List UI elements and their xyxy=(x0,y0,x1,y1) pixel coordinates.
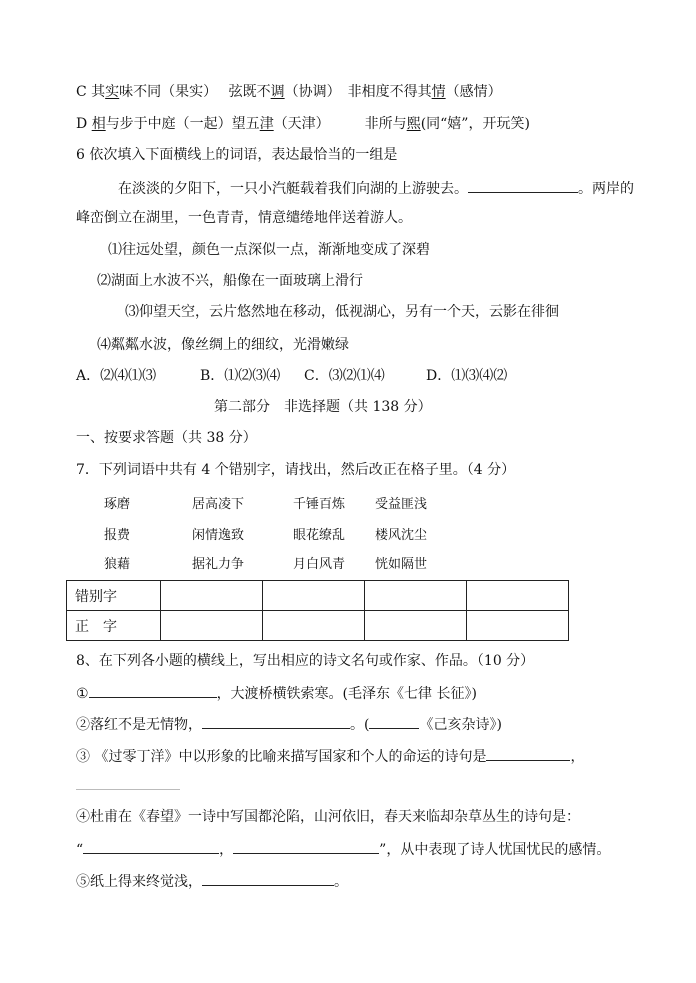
q7-answer-cell[interactable] xyxy=(161,611,263,641)
q8-item-5-blank[interactable] xyxy=(202,871,334,886)
q8-item-4-comma: ， xyxy=(219,842,234,858)
option-d-text-3: (同“嬉”，开玩笑) xyxy=(420,116,530,132)
q8-item-1-blank[interactable] xyxy=(89,683,217,698)
option-c-prefix: C 其 xyxy=(76,84,106,100)
q7-answer-cell[interactable] xyxy=(365,611,467,641)
q8-item-2-blank[interactable] xyxy=(202,714,350,729)
q8-item-1-text: ，大渡桥横铁索寒。(毛泽东《七律 长征》) xyxy=(216,686,477,702)
q8-item-2-author-blank[interactable] xyxy=(369,714,419,729)
option-d-prefix: D xyxy=(76,116,92,132)
section1-title: 一、按要求答题（共 38 分） xyxy=(76,430,257,446)
option-d-word-2: 津 xyxy=(259,116,274,132)
q7-word: 琢磨 xyxy=(104,497,131,512)
option-d-word-3: 熙 xyxy=(406,116,421,132)
option-d-word-1: 相 xyxy=(91,116,106,132)
option-c-text-3: （感情） xyxy=(445,84,502,100)
q7-answer-grid xyxy=(66,580,569,641)
q6-item-3: ⑶仰望天空，云片悠然地在移动，低视湖心，另有一个天，云影在徘徊 xyxy=(125,304,559,320)
q8-item-3-continuation-blank[interactable] xyxy=(76,789,180,790)
q8-item-2 xyxy=(76,714,502,734)
q6-option-b: B．⑴⑵⑶⑷ xyxy=(200,368,281,384)
q6-passage-b: 。两岸的 xyxy=(578,181,634,197)
option-d xyxy=(76,115,530,133)
q6-answer-blank[interactable] xyxy=(468,178,578,193)
q7-word: 狼藉 xyxy=(104,557,131,572)
q8-item-4-text: ”，从中表现了诗人忧国忧民的感情。 xyxy=(379,842,611,858)
q7-grid-row-correct xyxy=(67,611,569,641)
q8-item-5 xyxy=(76,871,348,891)
q7-row-label-wrong: 错别字 xyxy=(67,581,161,611)
q7-row-label-correct: 正 字 xyxy=(67,611,161,641)
q8-item-1-number: ① xyxy=(76,686,89,702)
q7-answer-cell[interactable] xyxy=(365,581,467,611)
q7-stem: 7．下列词语中共有 4 个错别字，请找出，然后改正在格子里。（4 分） xyxy=(76,462,516,478)
q7-word: 眼花缭乱 xyxy=(293,528,346,543)
q8-item-1 xyxy=(76,683,477,703)
option-d-text-1: 与步于中庭（一起）望五 xyxy=(105,116,260,132)
q6-item-4: ⑷粼粼水波，像丝绸上的细纹，光滑嫩绿 xyxy=(97,337,349,353)
q7-word: 闲情逸致 xyxy=(192,528,245,543)
q8-item-3-blank[interactable] xyxy=(486,746,570,761)
q8-item-2-source: 《己亥杂诗》) xyxy=(419,717,502,733)
q6-stem: 6 依次填入下面横线上的词语，表达最恰当的一组是 xyxy=(76,147,398,163)
q7-word: 据礼力争 xyxy=(192,557,245,572)
q8-item-3-end: ， xyxy=(570,749,585,765)
q7-answer-cell[interactable] xyxy=(467,611,569,641)
q6-option-c: C．⑶⑵⑴⑷ xyxy=(304,368,385,384)
q6-passage-line-1 xyxy=(118,178,634,198)
option-c-text-2: （协调） 非相度不得其 xyxy=(284,84,432,100)
option-c xyxy=(76,83,502,101)
q8-item-5-text: ⑤纸上得来终觉浅， xyxy=(76,874,202,890)
q6-option-a: A．⑵⑷⑴⑶ xyxy=(76,368,157,384)
q7-word: 恍如隔世 xyxy=(375,557,428,572)
q7-word: 千锤百炼 xyxy=(293,497,346,512)
q7-word: 楼风沈尘 xyxy=(375,528,428,543)
q6-passage-c: 峰峦倒立在湖里，一色青青，情意缱绻地伴送着游人。 xyxy=(76,210,412,226)
q8-item-4-blank-1[interactable] xyxy=(83,839,219,854)
q8-item-5-end: 。 xyxy=(334,874,348,890)
option-c-word-1: 实 xyxy=(105,84,120,100)
q8-item-2-mid: 。( xyxy=(350,717,370,733)
q6-passage-a: 在淡淡的夕阳下，一只小汽艇载着我们向湖的上游驶去。 xyxy=(118,181,468,197)
q8-item-3-text: ③ 《过零丁洋》中以形象的比喻来描写国家和个人的命运的诗句是 xyxy=(76,749,487,765)
q6-item-1: ⑴往远处望，颜色一点深似一点，渐渐地变成了深碧 xyxy=(108,242,430,258)
option-c-text-1: 味不同（果实） 弦既不 xyxy=(119,84,271,100)
q7-answer-cell[interactable] xyxy=(263,581,365,611)
q8-item-4-blank-2[interactable] xyxy=(233,839,379,854)
q6-item-2: ⑵湖面上水波不兴，船像在一面玻璃上滑行 xyxy=(97,273,363,289)
q8-item-4-open-quote: “ xyxy=(76,842,84,858)
q8-stem: 8、在下列各小题的横线上，写出相应的诗文名句或作家、作品。（10 分） xyxy=(76,653,535,669)
q8-item-2-text: ②落红不是无情物， xyxy=(76,717,202,733)
option-d-text-2: （天津） 非所与 xyxy=(273,116,407,132)
part2-title: 第二部分 非选择题（共 138 分） xyxy=(214,399,432,415)
q7-word: 报费 xyxy=(104,528,131,543)
q7-answer-cell[interactable] xyxy=(263,611,365,641)
q7-grid-row-wrong xyxy=(67,581,569,611)
option-c-word-3: 情 xyxy=(431,84,446,100)
q6-option-d: D．⑴⑶⑷⑵ xyxy=(426,368,508,384)
q7-answer-cell[interactable] xyxy=(467,581,569,611)
q7-word: 受益匪浅 xyxy=(375,497,428,512)
q7-word: 月白风青 xyxy=(293,557,346,572)
q7-word: 居高凌下 xyxy=(192,497,245,512)
q7-answer-cell[interactable] xyxy=(161,581,263,611)
q8-item-4: ④杜甫在《春望》一诗中写国都沦陷，山河依旧，春天来临却杂草丛生的诗句是： xyxy=(76,809,580,825)
q8-item-3 xyxy=(76,746,584,766)
q8-item-4-answer xyxy=(76,839,610,859)
option-c-word-2: 调 xyxy=(270,84,285,100)
